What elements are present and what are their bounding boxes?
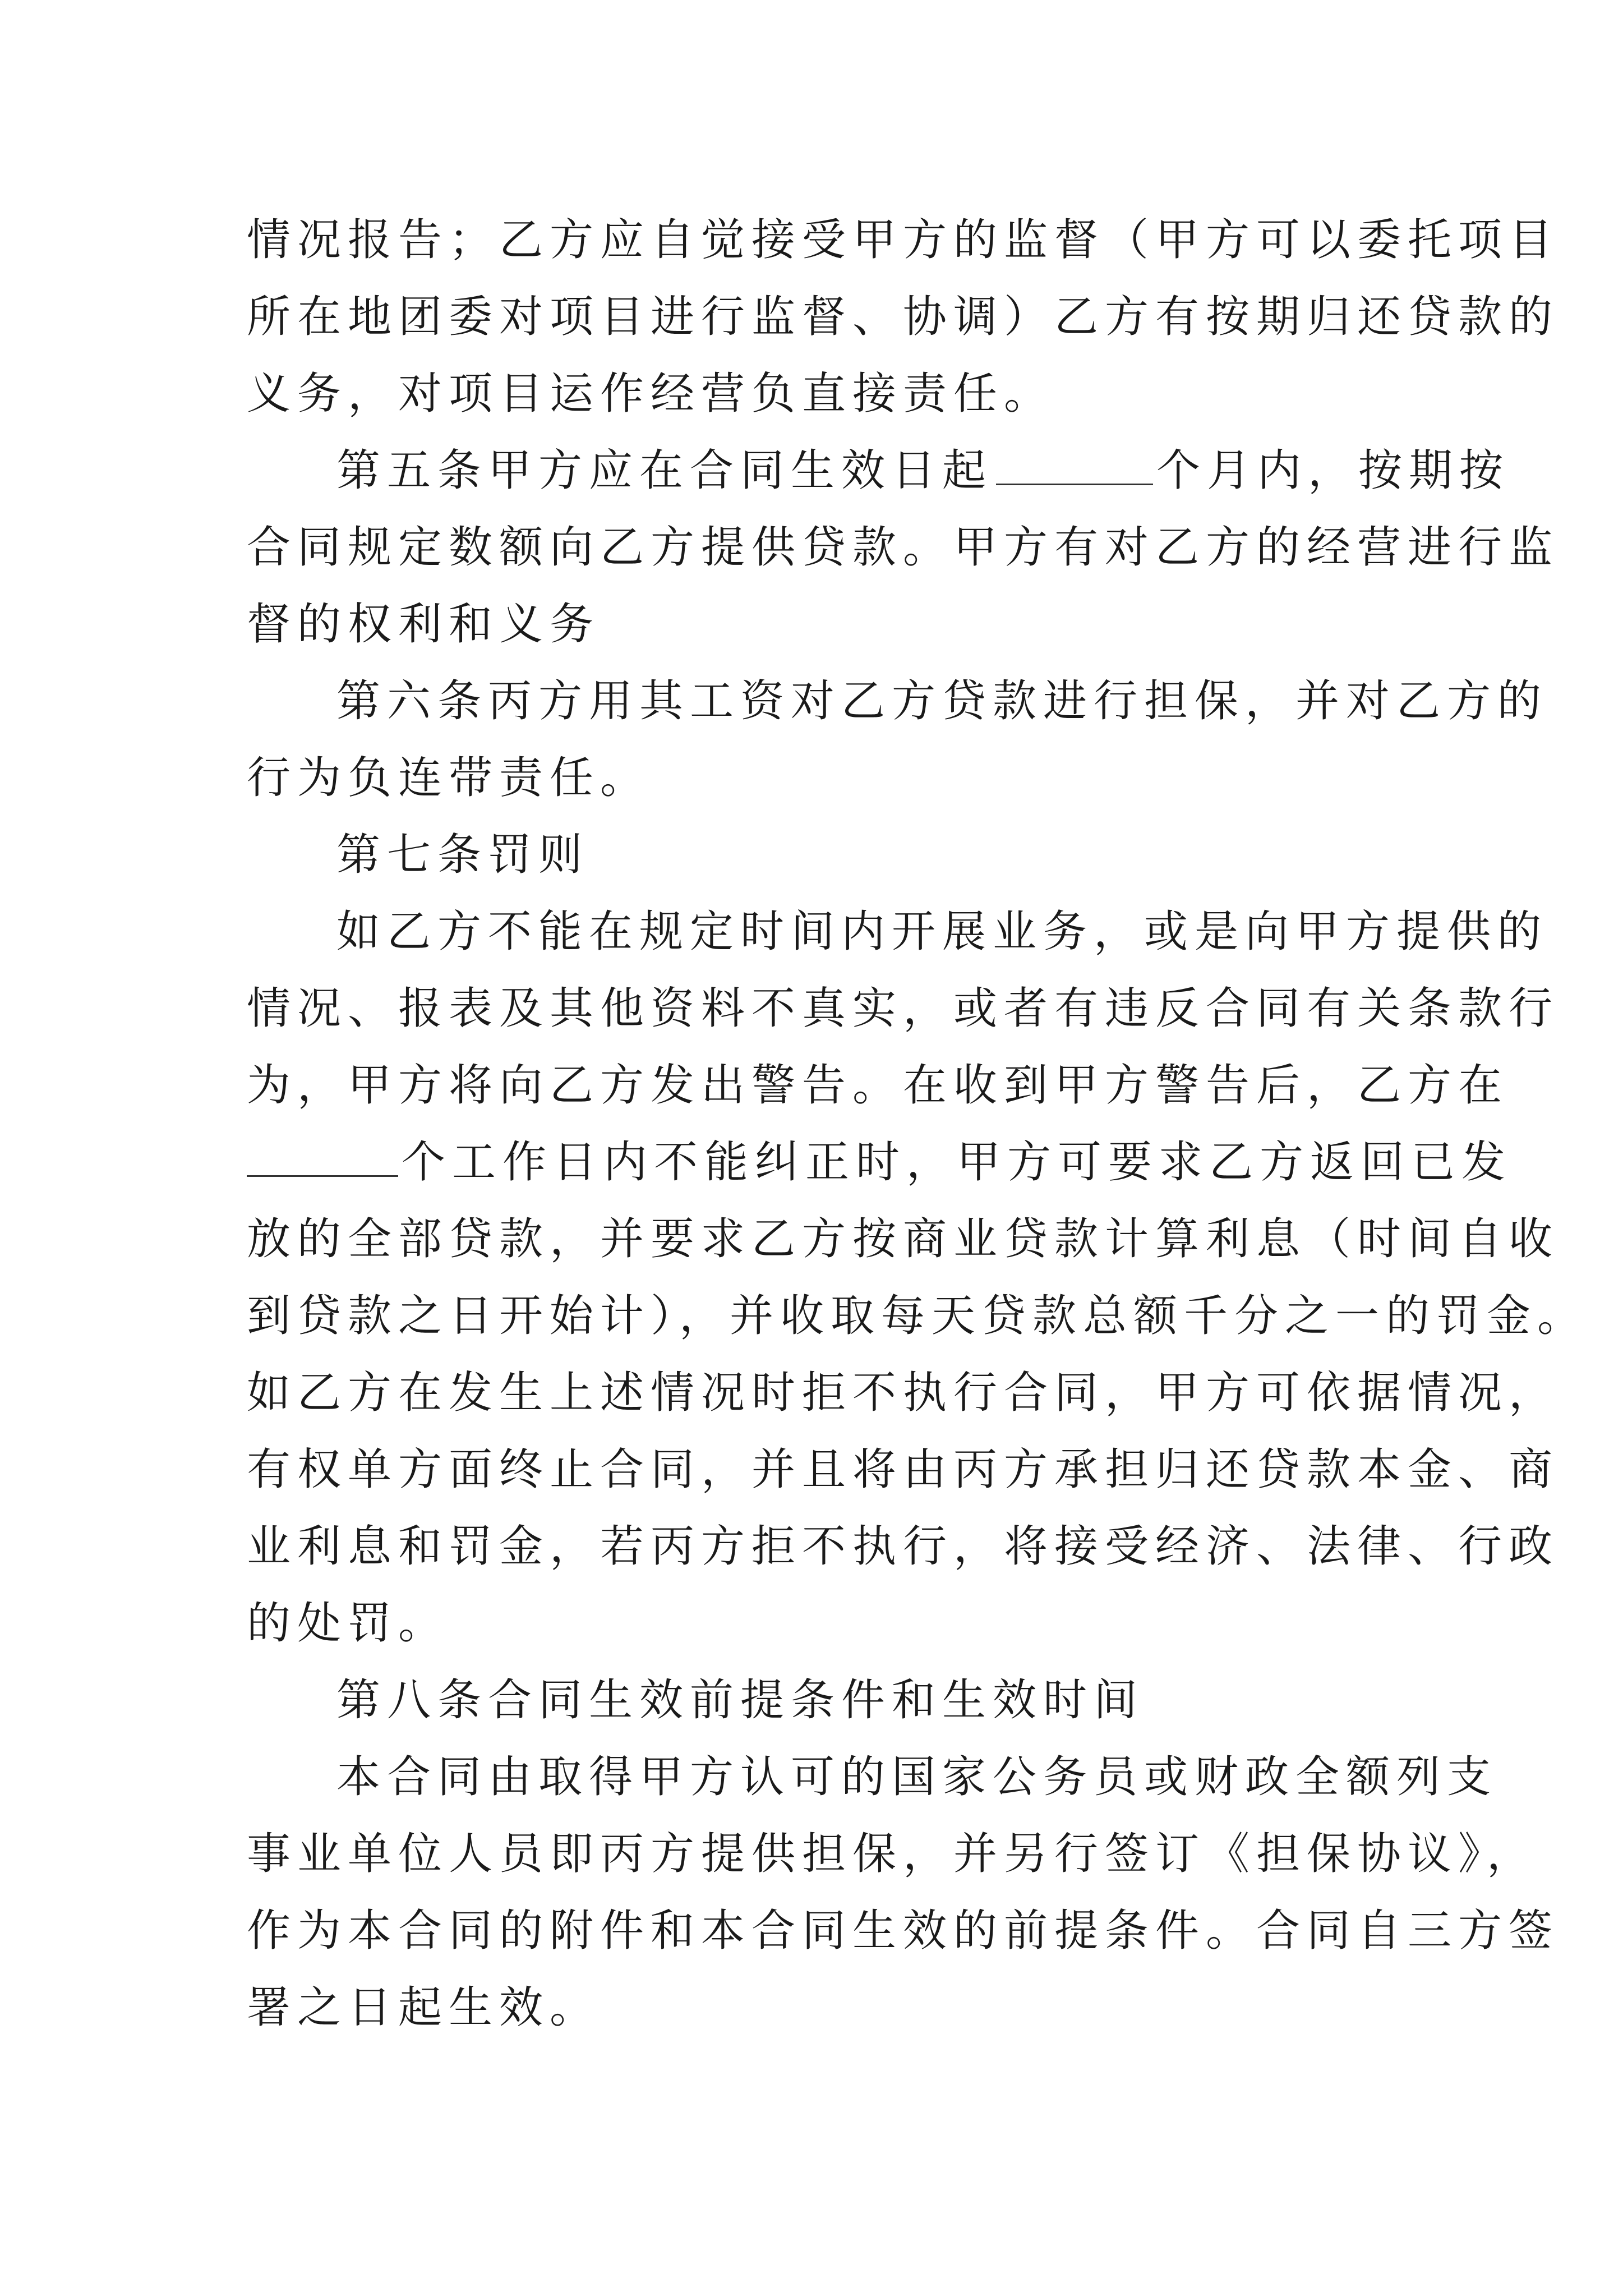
workday-clause: 个工作日内不能纠正时，甲方可要求乙方返回已发 [402,1137,1513,1188]
text-line: 所在地团委对项目进行监督、协调）乙方有按期归还贷款的 [247,292,1560,342]
text-line: 有权单方面终止合同，并且将由丙方承担归还贷款本金、商 [247,1444,1560,1495]
text-line-article-5 [247,432,1510,509]
fill-in-blank [247,1140,398,1177]
text-line: 情况报告；乙方应自觉接受甲方的监督（甲方可以委托项目 [247,215,1560,265]
text-line: 放的全部贷款，并要求乙方按商业贷款计算利息（时间自收 [247,1214,1560,1264]
text-line: 合同规定数额向乙方提供贷款。甲方有对乙方的经营进行监 [247,522,1560,573]
article-7-heading: 第七条罚则 [336,830,589,880]
text-line: 事业单位人员即丙方提供担保，并另行签订《担保协议》， [247,1829,1538,1879]
text-line-with-blank [247,1124,1513,1201]
text-line: 的处罚。 [247,1598,449,1649]
article-5-start: 第五条甲方应在合同生效日起 [336,445,993,496]
text-line-article-6: 第六条丙方用其工资对乙方贷款进行担保，并对乙方的 [336,676,1548,726]
text-line: 署之日起生效。 [247,1982,601,2033]
document-body [247,202,1588,2046]
fill-in-blank [996,449,1153,485]
text-line: 作为本合同的附件和本合同生效的前提条件。合同自三方签 [247,1906,1560,1956]
article-5-continued: 个月内，按期按 [1156,445,1510,496]
text-line: 本合同由取得甲方认可的国家公务员或财政全额列支 [336,1752,1498,1802]
article-8-heading: 第八条合同生效前提条件和生效时间 [336,1675,1145,1726]
text-line: 情况、报表及其他资料不真实，或者有违反合同有关条款行 [247,983,1560,1034]
text-line: 义务，对项目运作经营负直接责任。 [247,369,1055,419]
text-line: 行为负连带责任。 [247,753,651,803]
text-line: 督的权利和义务 [247,599,601,650]
text-line: 如乙方在发生上述情况时拒不执行合同，甲方可依据情况， [247,1368,1560,1418]
text-line: 如乙方不能在规定时间内开展业务，或是向甲方提供的 [336,907,1548,957]
text-line: 到贷款之日开始计），并收取每天贷款总额千分之一的罚金。 [247,1291,1588,1341]
text-line: 业利息和罚金，若丙方拒不执行，将接受经济、法律、行政 [247,1521,1560,1572]
text-line: 为，甲方将向乙方发出警告。在收到甲方警告后，乙方在 [247,1060,1509,1111]
